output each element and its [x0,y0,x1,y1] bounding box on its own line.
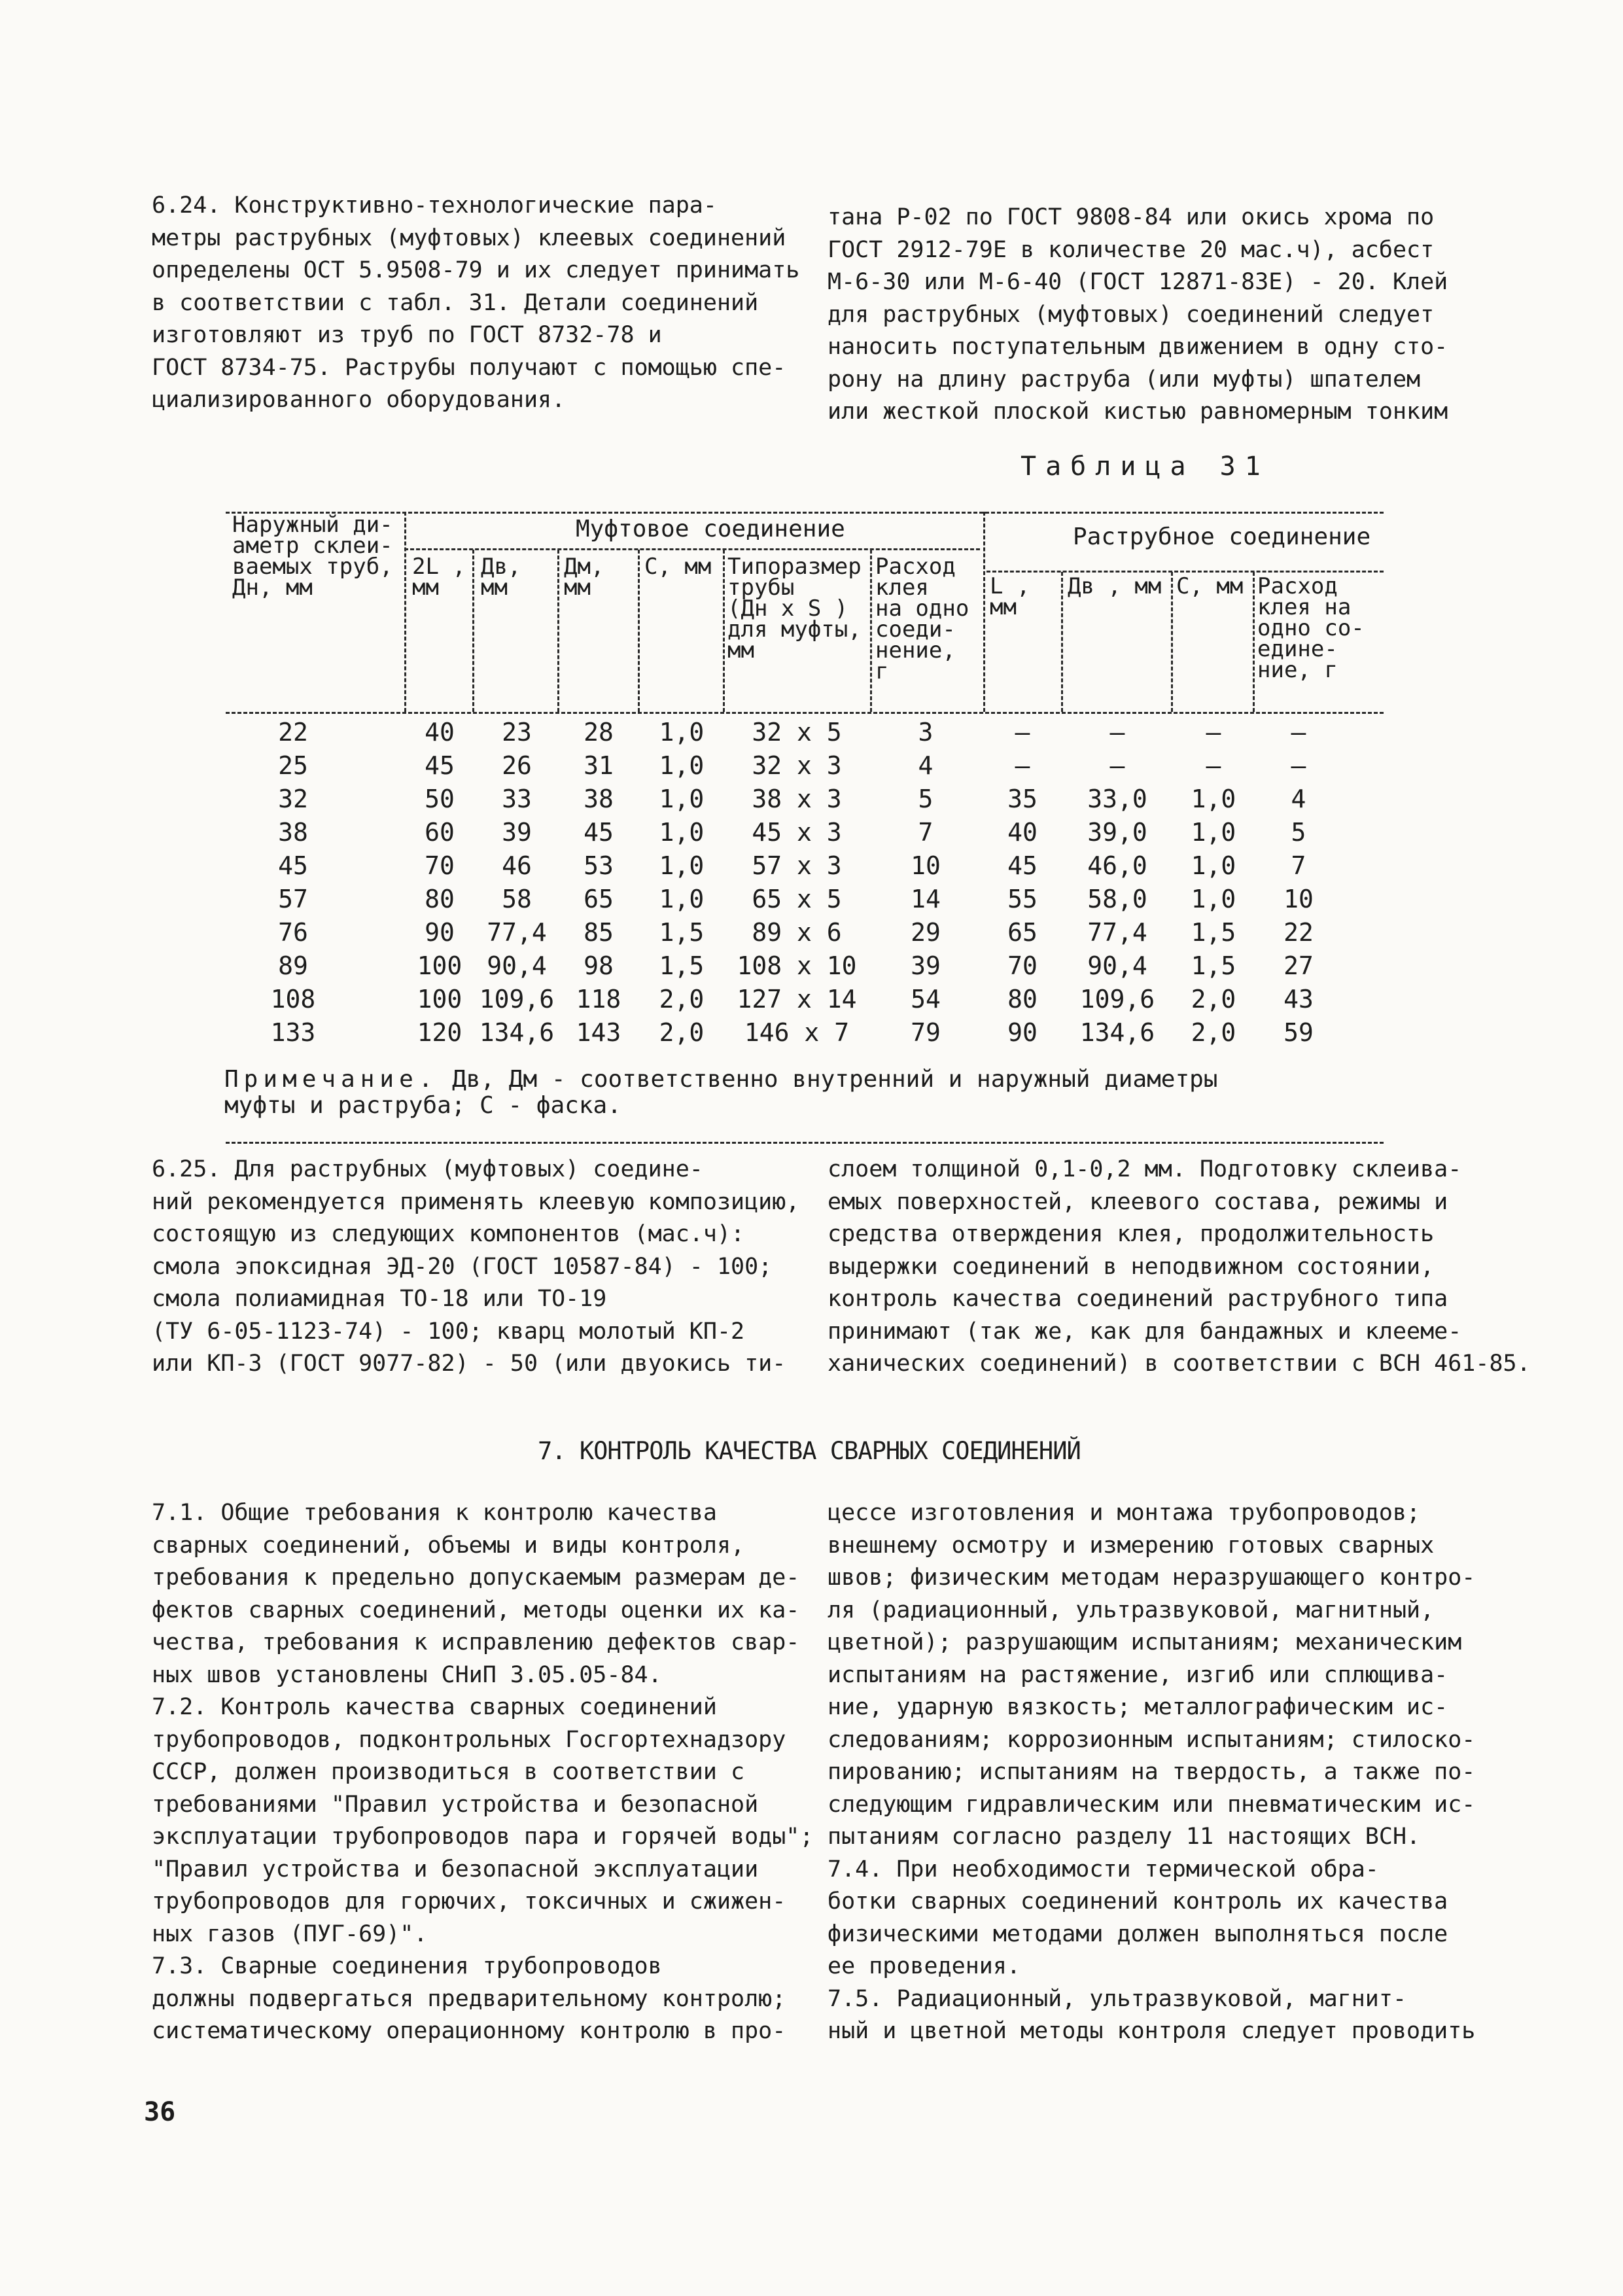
table-cell: 65 х 5 [752,885,842,913]
table-cell: 33,0 [1087,785,1147,813]
header-tiporazmer [727,556,862,661]
table-cell: 26 [502,751,532,780]
table-cell: 1,0 [659,718,705,747]
table-cell: 80 [425,885,455,913]
table-cell: – [1206,718,1221,747]
table-cell: 1,0 [659,751,705,780]
table-cell: 2,0 [659,1018,705,1047]
text-line: сварных соединений, объемы и виды контроля, [152,1532,745,1559]
text-line: внешнему осмотру и измерению готовых сварных [828,1532,1435,1559]
table-cell: 53 [584,851,614,880]
table-cell: 134,6 [1079,1018,1155,1047]
table-bottom-rule [226,1142,1384,1144]
table-cell: 65 [1007,918,1038,947]
table-cell: 80 [1007,985,1038,1014]
table-cell: 1,5 [1191,918,1236,947]
header-rastr-group: Раструбное соединение [1073,523,1371,550]
table-cell: 79 [911,1018,941,1047]
table-cell: 100 [417,985,462,1014]
table-cell: 58,0 [1087,885,1147,913]
table-note [224,1067,1217,1119]
table-cell: 31 [584,751,614,780]
header-2l [412,554,466,601]
text-line: 7.5. Радиационный, ультразвуковой, магнит- [828,1985,1407,2012]
text-line: состоящую из следующих компонентов (мас.ч): [152,1221,745,1247]
header-line: мм [412,574,439,601]
text-line: тана Р-02 по ГОСТ 9808-84 или окись хрома по [828,204,1435,230]
table-cell: 57 [278,885,308,913]
text-line: СССР, должен производиться в соответствии с [152,1759,745,1785]
table-cell: 38 [584,785,614,813]
header-line: Расход [1257,573,1338,599]
table-cell: 55 [1007,885,1038,913]
table-cell: 1,0 [1191,818,1236,847]
note-label: Примечание. [224,1066,438,1093]
table-cell: 27 [1283,951,1314,980]
table-cell: 1,5 [1191,951,1236,980]
text-line: эксплуатации трубопроводов пара и горячей воды"; [152,1824,814,1850]
table-cell: 1,0 [1191,785,1236,813]
table-cell: 22 [278,718,308,747]
table-cell: 45 [278,851,308,880]
table-cell: 108 х 10 [737,951,857,980]
text-line: ГОСТ 8734-75. Раструбы получают с помощью спе- [152,354,786,381]
table-cell: 33 [502,785,532,813]
header-c [644,554,712,580]
table-cell: 7 [918,818,934,847]
table-cell: 3 [918,718,934,747]
text-line: цветной); разрушающим испытаниям; механическим [828,1629,1462,1655]
text-line: фектов сварных соединений, методы оценки их ка- [152,1597,800,1623]
table-cell: – [1291,751,1306,780]
header-line: мм [564,574,591,601]
header-muft-group: Муфтовое соединение [576,516,845,542]
table-cell: 109,6 [479,985,555,1014]
paragraph-6-24-left-column [152,190,799,417]
header-line: трубы [727,574,795,601]
text-line: должны подвергаться предварительному контролю; [152,1985,786,2012]
header-line: соеди- [875,616,956,643]
table-cell: 32 х 5 [752,718,842,747]
table-cell: 133 [270,1018,316,1047]
table-cell: 45 х 3 [752,818,842,847]
text-line: ботки сварных соединений контроль их качества [828,1888,1448,1915]
table-col-divider [472,550,474,712]
table-cell: 98 [584,951,614,980]
header-dm [564,554,604,601]
table-cell: 60 [425,818,455,847]
table-cell: 90 [425,918,455,947]
header-line: Типоразмер [727,554,862,580]
text-line: контроль качества соединений раструбного типа [828,1286,1448,1312]
text-line: испытаниям на растяжение, изгиб или сплющива- [828,1661,1448,1688]
table-col-divider [723,550,725,712]
table-cell: 38 х 3 [752,785,842,813]
table-cell: 143 [576,1018,621,1047]
text-line: слоем толщиной 0,1-0,2 мм. Подготовку склеива- [828,1156,1462,1182]
page-number: 36 [144,2097,176,2127]
text-line: смола эпоксидная ЭД-20 (ГОСТ 10587-84) - 100; [152,1253,773,1280]
paragraph-6-25-left-column [152,1154,799,1381]
table-cell: 127 х 14 [737,985,857,1014]
text-line: ный и цветной методы контроля следует проводить [828,2018,1476,2044]
table-cell: 5 [918,785,934,813]
header-dv [481,554,521,601]
text-line: емых поверхностей, клеевого состава, режимы и [828,1188,1448,1215]
table-cell: 77,4 [1087,918,1147,947]
text-line: для раструбных (муфтовых) соединений следует [828,301,1435,328]
text-line: ние, ударную вязкость; металлографическим ис- [828,1694,1448,1720]
table-cell: 77,4 [487,918,547,947]
text-line: ний рекомендуется применять клеевую композицию, [152,1188,800,1215]
header-line: для муфты, [727,616,862,643]
table-cell: 40 [1007,818,1038,847]
text-line: наносить поступательным движением в одну сто- [828,334,1448,360]
table-cell: 118 [576,985,621,1014]
header-line: аметр склеи- [232,533,393,559]
table-top-rule [226,512,1384,514]
header-line: 2L , [412,554,466,580]
header-line: г [875,658,889,684]
text-line: средства отверждения клея, продолжительность [828,1221,1435,1247]
table-cell: 89 [278,951,308,980]
table-cell: 45 [584,818,614,847]
header-line: Дв , мм [1068,573,1162,599]
table-cell: 76 [278,918,308,947]
table-cell: 46,0 [1087,851,1147,880]
text-line: 7.1. Общие требования к контролю качества [152,1500,717,1526]
header-c2 [1176,573,1244,599]
header-line: мм [727,637,754,663]
table-cell: 10 [911,851,941,880]
header-line: едине- [1257,636,1338,662]
section-heading: 7. КОНТРОЛЬ КАЧЕСТВА СВАРНЫХ СОЕДИНЕНИЙ [538,1437,1081,1465]
text-line: или КП-3 (ГОСТ 9077-82) - 50 (или двуокись ти- [152,1351,786,1377]
table-cell: 4 [918,751,934,780]
table-cell: 58 [502,885,532,913]
table-cell: 65 [584,885,614,913]
table-col-divider [557,550,559,712]
table-col-divider [404,512,406,712]
text-line: трубопроводов, подконтрольных Госгортехнадзору [152,1726,786,1753]
text-line: смола полиамидная ТО-18 или ТО-19 [152,1286,607,1312]
table-cell: 39 [502,818,532,847]
text-line: ных швов установлены СНиП 3.05.05-84. [152,1661,662,1688]
text-line: "Правил устройства и безопасной эксплуатации [152,1856,759,1882]
table-cell: – [1109,751,1125,780]
table-rastr-group-rule [986,571,1384,573]
table-cell: – [1015,718,1030,747]
header-line: L , [990,573,1030,599]
table-cell: 54 [911,985,941,1014]
table-cell: – [1109,718,1125,747]
table-col-divider [1253,572,1255,712]
table-cell: 57 х 3 [752,851,842,880]
table-cell: 39,0 [1087,818,1147,847]
table-cell: 1,5 [659,918,705,947]
section-7-right-column [828,1497,1475,2048]
text-line: принимают (так же, как для бандажных и клееме- [828,1318,1462,1345]
table-cell: 1,0 [1191,885,1236,913]
header-line: Расход [875,554,956,580]
header-l [990,573,1030,620]
table-title: Таблица 31 [1021,451,1270,482]
table-cell: 89 х 6 [752,918,842,947]
table-cell: 90,4 [487,951,547,980]
text-line: пытаниям согласно разделу 11 настоящих ВСН. [828,1824,1421,1850]
header-line: С, мм [644,554,712,580]
text-line: требованиями "Правил устройства и безопасной [152,1791,759,1818]
table-cell: 50 [425,785,455,813]
header-rashod2 [1257,573,1365,683]
table-col-divider [638,550,640,712]
table-col-divider [983,512,985,712]
text-line: выдержки соединений в неподвижном состоянии, [828,1253,1435,1280]
table-cell: 146 х 7 [744,1018,850,1047]
text-line: ля (радиационный, ультразвуковой, магнитный, [828,1597,1435,1623]
text-line: определены ОСТ 5.9508-79 и их следует принимать [152,257,800,283]
table-cell: 1,0 [659,885,705,913]
header-dv2 [1068,573,1162,599]
text-line: пированию; испытаниям на твердость, а также по- [828,1759,1476,1785]
table-cell: – [1291,718,1306,747]
table-cell: 4 [1291,785,1306,813]
header-outer-diameter [232,512,393,601]
header-line: Дн, мм [232,574,313,601]
text-line: чества, требования к исправлению дефектов свар- [152,1629,800,1655]
text-line: М-6-30 или М-6-40 (ГОСТ 12871-83Е) - 20. Клей [828,269,1448,295]
text-line: в соответствии с табл. 31. Детали соединений [152,289,759,316]
text-line: следованиям; коррозионным испытаниям; стилоско- [828,1726,1476,1753]
table-cell: – [1015,751,1030,780]
header-line: мм [990,594,1017,620]
header-line: Дв, [481,554,521,580]
table-cell: 90,4 [1087,951,1147,980]
text-line: требования к предельно допускаемым размерам де- [152,1564,800,1591]
table-cell: 70 [425,851,455,880]
table-cell: 45 [1007,851,1038,880]
table-cell: 25 [278,751,308,780]
text-line: ГОСТ 2912-79Е в количестве 20 мас.ч), асбест [828,236,1435,263]
table-cell: 7 [1291,851,1306,880]
table-cell: 35 [1007,785,1038,813]
table-cell: 120 [417,1018,462,1047]
note-line-1: Дв, Дм - соответственно внутренний и наружный диаметры [438,1066,1218,1093]
table-cell: 100 [417,951,462,980]
header-line: мм [481,574,508,601]
text-line: 7.2. Контроль качества сварных соединений [152,1694,717,1720]
table-cell: 14 [911,885,941,913]
table-cell: 32 х 3 [752,751,842,780]
table-cell: 38 [278,818,308,847]
table-cell: 108 [270,985,316,1014]
table-cell: 5 [1291,818,1306,847]
header-line: клея [875,574,929,601]
header-line: Наружный ди- [232,512,393,538]
table-cell: 23 [502,718,532,747]
text-line: метры раструбных (муфтовых) клеевых соединений [152,224,786,251]
table-col-divider [1061,572,1063,712]
table-cell: 10 [1283,885,1314,913]
table-cell: 1,0 [659,851,705,880]
text-line: цессе изготовления и монтажа трубопроводов; [828,1500,1421,1526]
text-line: циализированного оборудования. [152,387,566,413]
header-line: ние, г [1257,657,1338,683]
table-cell: 85 [584,918,614,947]
table-cell: 1,0 [659,818,705,847]
text-line: (ТУ 6-05-1123-74) - 100; кварц молотый КП-2 [152,1318,745,1345]
table-cell: 70 [1007,951,1038,980]
text-line: 6.24. Конструктивно-технологические пара- [152,192,717,219]
table-cell: – [1206,751,1221,780]
table-cell: 109,6 [1079,985,1155,1014]
table-header-bottom-rule [226,712,1384,714]
header-line: Дм, [564,554,604,580]
table-cell: 46 [502,851,532,880]
paragraph-6-24-right-column [828,202,1448,429]
paragraph-6-25-right-column [828,1154,1531,1381]
text-line: 7.3. Сварные соединения трубопроводов [152,1953,662,1979]
header-rashod [875,556,969,682]
header-line: ваемых труб, [232,554,393,580]
text-line: изготовляют из труб по ГОСТ 8732-78 и [152,322,662,348]
header-line: нение, [875,637,956,663]
note-line-2: муфты и раструба; С - фаска. [224,1092,621,1119]
table-cell: 1,5 [659,951,705,980]
table-cell: 28 [584,718,614,747]
header-line: (Дн х S ) [727,595,848,622]
table-cell: 40 [425,718,455,747]
table-cell: 2,0 [1191,1018,1236,1047]
table-cell: 59 [1283,1018,1314,1047]
header-line: на одно [875,595,969,622]
table-cell: 45 [425,751,455,780]
text-line: физическими методами должен выполняться после [828,1920,1448,1947]
text-line: следующим гидравлическим или пневматическим ис- [828,1791,1476,1818]
table-cell: 1,0 [659,785,705,813]
header-line: одно со- [1257,615,1365,641]
table-cell: 134,6 [479,1018,555,1047]
header-line: С, мм [1176,573,1244,599]
table-cell: 90 [1007,1018,1038,1047]
section-7-left-column [152,1497,813,2048]
table-col-divider [870,550,872,712]
table-muft-group-rule [404,548,980,550]
table-cell: 29 [911,918,941,947]
text-line: ных газов (ПУГ-69)". [152,1920,428,1947]
text-line: трубопроводов для горючих, токсичных и сжижен- [152,1888,786,1915]
table-cell: 2,0 [659,985,705,1014]
table-cell: 43 [1283,985,1314,1014]
text-line: рону на длину раструба (или муфты) шпателем [828,366,1421,393]
text-line: ханических соединений) в соответствии с ВСН 461-85. [828,1351,1531,1377]
text-line: ее проведения. [828,1953,1021,1979]
text-line: или жесткой плоской кистью равномерным тонким [828,398,1448,425]
text-line: швов; физическим методам неразрушающего контро- [828,1564,1476,1591]
table-cell: 39 [911,951,941,980]
table-cell: 1,0 [1191,851,1236,880]
table-cell: 32 [278,785,308,813]
table-cell: 22 [1283,918,1314,947]
table-cell: 2,0 [1191,985,1236,1014]
table-col-divider [1171,572,1173,712]
text-line: 6.25. Для раструбных (муфтовых) соедине- [152,1156,703,1182]
text-line: систематическому операционному контролю в про- [152,2018,786,2044]
header-line: клея на [1257,594,1352,620]
text-line: 7.4. При необходимости термической обра- [828,1856,1379,1882]
